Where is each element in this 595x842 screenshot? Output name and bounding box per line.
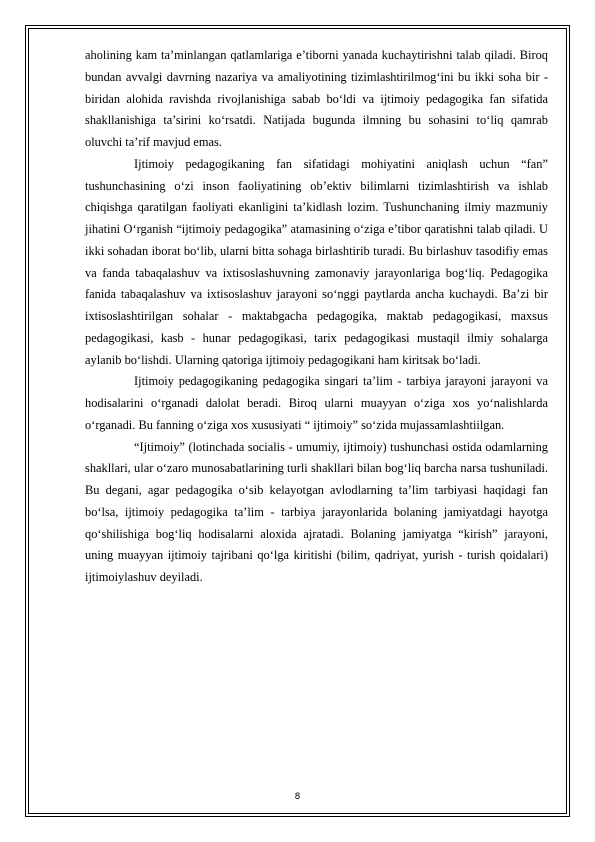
body-text: [85, 45, 548, 589]
page-number: 8: [294, 792, 301, 802]
paragraph-social-pedagogy-scope: Ijtimoiy pedagogikaning pedagogika singari ta’lim - tarbiya jarayoni jarayoni va hodisalarini o‘rganadi dalolat beradi. Biroq ularni muayyan o‘ziga xos yo‘nalishlarda o‘rganadi. Bu fanning o‘ziga xos xususiyati “ ijtimoiy” so‘zida mujassamlashtiilgan.: [85, 374, 548, 432]
paragraph-fan-definition: Ijtimoiy pedagogikaning fan sifatidagi mohiyatini aniqlash uchun “fan” tushunchasining o‘zi inson faoliyatining ob’ektiv bilimlarni tizimlashtirish va ishlab chiqishga qaratilgan faoliyati ekanligini ta’kidlash lozim. Tushunchaning ilmiy mazmuniy jihatini O‘rganish “ijtimoiy pedagogika” atamasining o‘ziga e’tibor qaratishni talab qiladi. U ikki sohadan iborat bo‘lib, ularni bitta sohaga birlashtirib turadi. Bu birlashuv tasodifiy emas va fanda tabaqalashuv va ixtisoslashuvning zamonaviy jarayonlariga bog‘liq. Pedagogika fanida tabaqalashuv va ixtisoslashuv jarayoni so‘nggi paytlarda ancha kuchaydi. Ba’zi bir ixtisoslashtirilgan sohalar - maktabgacha pedagogika, maktab pedagogikasi, maxsus pedagogikasi, kasb - hunar pedagogikasi, tarix pedagogikasi mustaqil ilmiy sohalarga aylanib bo‘lishdi. Ularning qatoriga ijtimoiy pedagogikani ham kiritsak bo‘ladi.: [85, 156, 548, 367]
paragraph-continuation: aholining kam ta’minlangan qatlamlariga e’tiborni yanada kuchaytirishni talab qiladi. Biroq bundan avvalgi davrning nazariya va amaliyotining tizimlashtirilmog‘ini bu ikki soha bir - biridan alohida ravishda rivojlanishiga sabab bo‘ldi va ijtimoiy pedagogika fan sifatida shakllanishiga ta’sirini ko‘rsatdi. Natijada bugunda ilmning bu sohasini to‘liq qamrab oluvchi ta’rif mavjud emas.: [85, 48, 548, 149]
paragraph-socialis-term: “Ijtimoiy” (lotinchada socialis - umumiy, ijtimoiy) tushunchasi ostida odamlarning shakllari, ular o‘zaro munosabatlarining turli shakllari bilan bog‘liq barcha narsa tushuniladi. Bu degani, agar pedagogika o‘sib kelayotgan avlodlarning ta’lim tarbiyasi haqidagi fan bo‘lsa, ijtimoiy pedagogika ta’lim - tarbiya jarayonlarida bolaning jamiyatdagi hayotga qo‘shilishiga bog‘liq hodisalarni aloxida ajratadi. Bolaning jamiyatga “kirish” jarayoni, uning muayyan ijtimoiy tajribani qo‘lga kiritishi (bilim, qadriyat, yurish - turish qoidalari) ijtimoiylashuv deyiladi.: [85, 439, 548, 584]
